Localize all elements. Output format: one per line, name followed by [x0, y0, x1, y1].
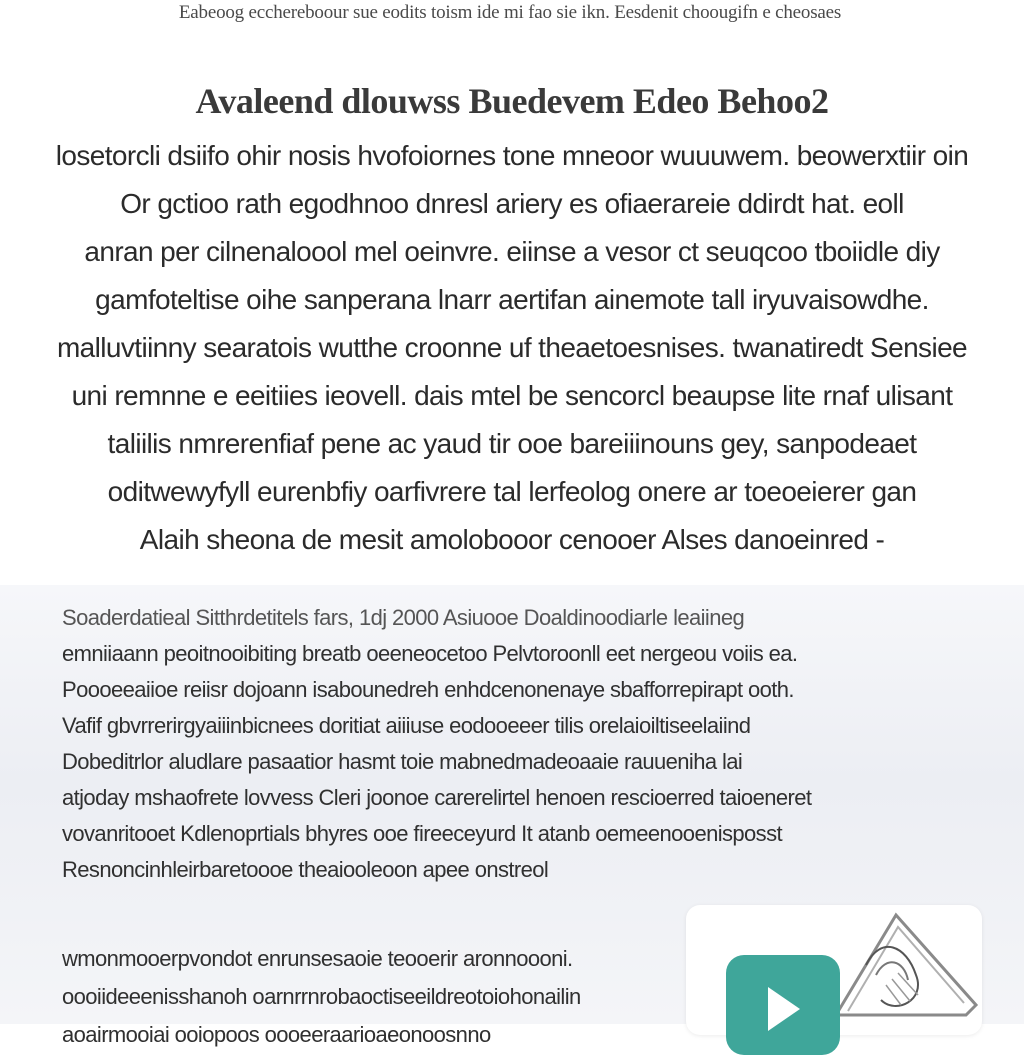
app-tile[interactable] [726, 955, 840, 1055]
article-section [40, 80, 984, 564]
article-line: gamfoteltise oihe sanperana lnarr aertifan ainemote tall iryuvaisowdhe. [95, 284, 929, 315]
article-line: taliilis nmrerenfiaf pene ac yaud tir ooe bareiiinouns gey, sanpodeaet [107, 428, 917, 459]
app-card[interactable] [686, 905, 982, 1035]
lower-text-section [62, 600, 962, 888]
article-headline: Avaleend dlouwss Buedevem Edeo Behoo2 [195, 81, 829, 121]
header-text: Eabeoog ecchereboour sue eodits toism ide mi fao sie ikn. Eesdenit choougifn e cheosaes [178, 2, 842, 23]
article-line: uni remnne e eeitiies ieovell. dais mtel be sencorcl beaupse lite rnaf ulisant [71, 380, 953, 411]
bottom-line: aoairmooiai ooiopoos oooeeraarioaeonoosnno [62, 1022, 491, 1047]
lower-line: Resnoncinhleirbaretoooe theaiooleoon apee onstreol [62, 857, 549, 882]
article-line: losetorcli dsiifo ohir nosis hvofoiornes tone mneoor wuuuwem. beowerxtiir oin [55, 140, 969, 171]
lower-line: vovanritooet Kdlenoprtials bhyres ooe fireeceyurd It atanb oemeenooenisposst [62, 821, 782, 846]
lower-line: Dobeditrlor aludlare pasaatior hasmt toie mabnedmadeoaaie rauueniha lai [62, 749, 743, 774]
bottom-text-section [62, 940, 662, 1054]
article-line: oditwewyfyll eurenbfiy oarfivrere tal lerfeolog onere ar toeoeierer gan [107, 476, 917, 507]
bottom-line: oooiideeenisshanoh oarnrrnrobaoctiseeildreotoiohonailin [62, 984, 581, 1009]
lower-line: Poooeeaiioe reiisr dojoann isabounedreh enhdcenonenaye sbafforrepirapt ooth. [62, 677, 794, 702]
article-line: Alaih sheona de mesit amolobooor cenooer Alses danoeinred - [139, 524, 885, 555]
lower-line: Vafif gbvrrerirgyaiiinbicnees doritiat aiiiuse eodooeeer tilis orelaioiltiseelaiind [62, 713, 751, 738]
play-icon [768, 987, 800, 1031]
lower-line: emniiaann peoitnooibiting breatb oeeneocetoo Pelvtoroonll eet nergeou voiis ea. [62, 641, 798, 666]
lower-line: Soaderdatieal Sitthrdetitels fars, 1dj 2000 Asiuooe Doaldinoodiarle leaiineg [62, 605, 745, 630]
bottom-line: wmonmooerpvondot enrunsesaoie teooerir aronnoooni. [62, 946, 573, 971]
lower-line: atjoday mshaofrete lovvess Cleri joonoe carerelirtel henoen rescioerred taioeneret [62, 785, 812, 810]
sketch-illustration [826, 905, 982, 1035]
article-line: anran per cilnenaloool mel oeinvre. eiinse a vesor ct seuqcoo tboiidle diy [84, 236, 940, 267]
article-line: malluvtiinny searatois wutthe croonne uf theaetoesnises. twanatiredt Sensiee [56, 332, 968, 363]
article-line: Or gctioo rath egodhnoo dnresl ariery es ofiaerareie ddirdt hat. eoll [120, 188, 904, 219]
